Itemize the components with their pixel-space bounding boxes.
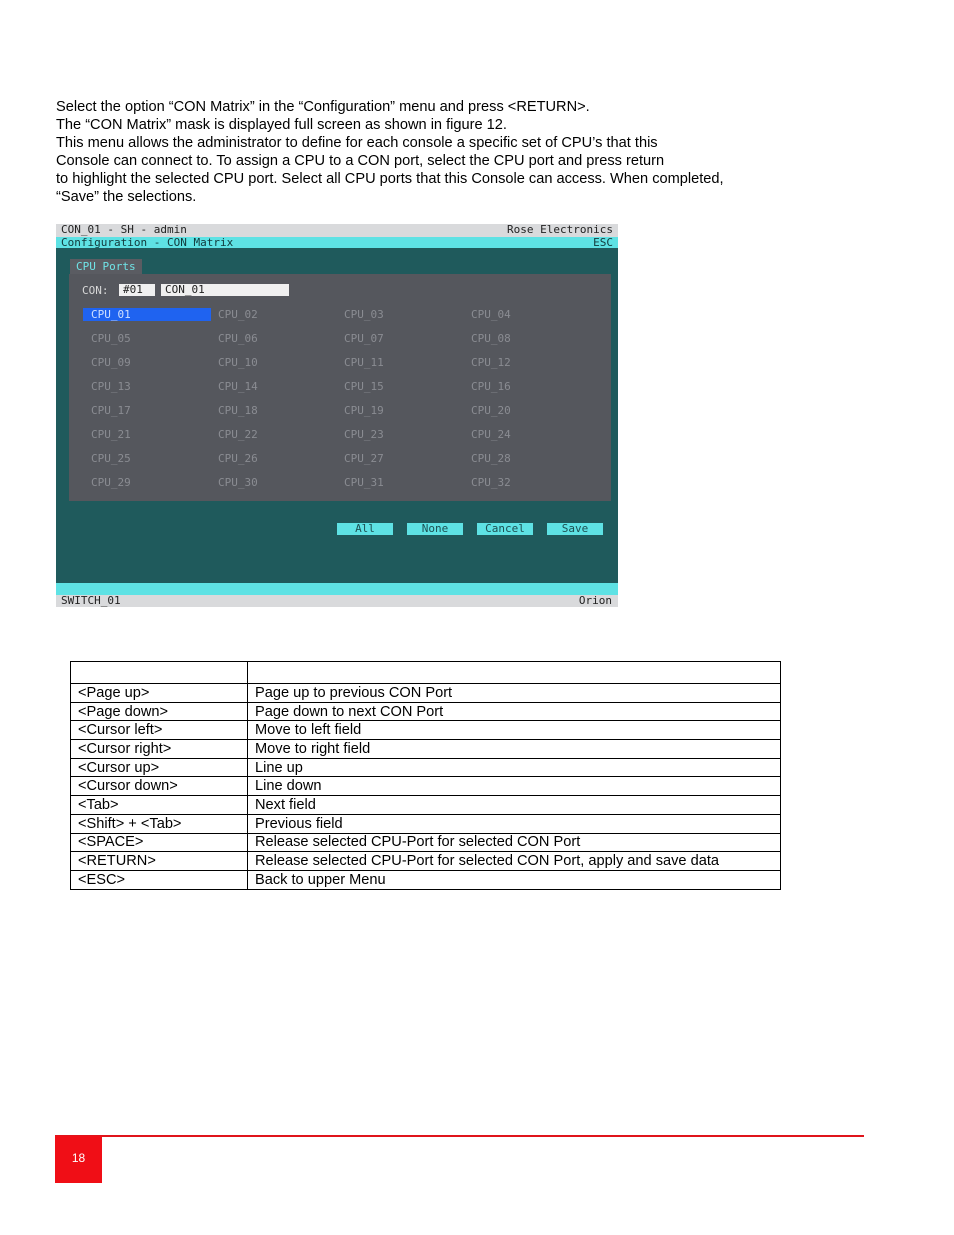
breadcrumb: Configuration - CON Matrix <box>61 236 234 249</box>
table-row <box>71 740 781 759</box>
cpu-port-item[interactable]: CPU_11 <box>344 356 384 369</box>
table-row <box>71 721 781 740</box>
footer-rule <box>55 1135 864 1137</box>
key-cell: <Cursor right> <box>71 740 248 759</box>
cpu-port-item[interactable]: CPU_10 <box>218 356 258 369</box>
table-row <box>71 796 781 815</box>
key-table <box>70 661 781 890</box>
esc-button[interactable]: ESC <box>593 236 613 249</box>
cpu-port-item[interactable]: CPU_28 <box>471 452 511 465</box>
key-cell: <Cursor up> <box>71 758 248 777</box>
brand-label: Rose Electronics <box>507 224 613 236</box>
cpu-port-item[interactable]: CPU_03 <box>344 308 384 321</box>
cpu-port-item[interactable]: CPU_15 <box>344 380 384 393</box>
key-cell: <Cursor left> <box>71 721 248 740</box>
function-cell: Move to right field <box>248 740 781 759</box>
intro-line: “Save” the selections. <box>56 189 197 205</box>
function-cell: Move to left field <box>248 721 781 740</box>
cpu-port-item[interactable]: CPU_19 <box>344 404 384 417</box>
cpu-ports-panel <box>69 274 611 501</box>
cancel-button[interactable]: Cancel <box>477 523 533 535</box>
system-name: Orion <box>578 594 612 607</box>
status-bar <box>56 595 618 607</box>
switch-name: SWITCH_01 <box>61 594 121 607</box>
function-cell: Line down <box>248 777 781 796</box>
function-cell: Release selected CPU-Port for selected CON Port, apply and save data <box>248 852 781 871</box>
cpu-port-item[interactable]: CPU_06 <box>218 332 258 345</box>
key-cell: <SPACE> <box>71 833 248 852</box>
session-label: CON_01 - SH - admin <box>61 224 187 236</box>
cpu-port-item[interactable]: CPU_23 <box>344 428 384 441</box>
function-cell: Next field <box>248 796 781 815</box>
cpu-port-item[interactable]: CPU_22 <box>218 428 258 441</box>
table-row <box>71 833 781 852</box>
con-label: CON: <box>82 284 109 297</box>
intro-line: Console can connect to. To assign a CPU to a CON port, select the CPU port and press return <box>56 153 665 169</box>
cpu-port-item[interactable]: CPU_08 <box>471 332 511 345</box>
cpu-port-item[interactable]: CPU_12 <box>471 356 511 369</box>
intro-line: to highlight the selected CPU port. Select all CPU ports that this Console can access. When completed, <box>56 171 724 187</box>
cpu-port-item[interactable]: CPU_26 <box>218 452 258 465</box>
cpu-port-item[interactable]: CPU_07 <box>344 332 384 345</box>
cpu-port-item[interactable]: CPU_13 <box>91 380 131 393</box>
function-cell: Line up <box>248 758 781 777</box>
cpu-port-item[interactable]: CPU_14 <box>218 380 258 393</box>
function-cell: Page down to next CON Port <box>248 702 781 721</box>
cpu-port-item[interactable]: CPU_24 <box>471 428 511 441</box>
table-row <box>71 684 781 703</box>
key-table-body <box>71 684 781 890</box>
cpu-port-item[interactable]: CPU_29 <box>91 476 131 489</box>
header-key <box>71 662 248 684</box>
cpu-port-item[interactable]: CPU_02 <box>218 308 258 321</box>
status-band <box>56 583 618 595</box>
cpu-port-item[interactable]: CPU_21 <box>91 428 131 441</box>
cpu-port-item[interactable]: CPU_05 <box>91 332 131 345</box>
save-button[interactable]: Save <box>547 523 603 535</box>
cpu-port-item[interactable]: CPU_17 <box>91 404 131 417</box>
cpu-port-item[interactable]: CPU_09 <box>91 356 131 369</box>
cpu-port-item[interactable]: CPU_32 <box>471 476 511 489</box>
header-function <box>248 662 781 684</box>
intro-line: Select the option “CON Matrix” in the “Configuration” menu and press <RETURN>. <box>56 99 590 115</box>
table-row <box>71 870 781 889</box>
con-matrix-screenshot <box>56 224 618 607</box>
tab-cpu-ports[interactable]: CPU Ports <box>70 259 142 274</box>
page-number: 18 <box>55 1136 102 1183</box>
table-row <box>71 702 781 721</box>
function-cell: Previous field <box>248 814 781 833</box>
key-cell: <Tab> <box>71 796 248 815</box>
cpu-port-item[interactable]: CPU_16 <box>471 380 511 393</box>
cpu-port-item[interactable]: CPU_20 <box>471 404 511 417</box>
intro-line: The “CON Matrix” mask is displayed full screen as shown in figure 12. <box>56 117 507 133</box>
function-cell: Page up to previous CON Port <box>248 684 781 703</box>
key-cell: <RETURN> <box>71 852 248 871</box>
cpu-port-item[interactable]: CPU_27 <box>344 452 384 465</box>
none-button[interactable]: None <box>407 523 463 535</box>
menu-breadcrumb-bar <box>56 237 618 248</box>
con-number-field[interactable]: #01 <box>119 284 155 296</box>
function-cell: Back to upper Menu <box>248 870 781 889</box>
intro-text <box>56 98 816 206</box>
con-name-field[interactable]: CON_01 <box>161 284 289 296</box>
key-cell: <Shift> + <Tab> <box>71 814 248 833</box>
key-cell: <Page up> <box>71 684 248 703</box>
key-cell: <ESC> <box>71 870 248 889</box>
table-row <box>71 814 781 833</box>
table-header-row <box>71 662 781 684</box>
cpu-port-item[interactable]: CPU_01 <box>83 308 211 321</box>
cpu-port-item[interactable]: CPU_31 <box>344 476 384 489</box>
table-row <box>71 852 781 871</box>
cpu-port-item[interactable]: CPU_04 <box>471 308 511 321</box>
all-button[interactable]: All <box>337 523 393 535</box>
function-cell: Release selected CPU-Port for selected CON Port <box>248 833 781 852</box>
intro-line: This menu allows the administrator to define for each console a specific set of CPU’s that this <box>56 135 658 151</box>
cpu-port-item[interactable]: CPU_30 <box>218 476 258 489</box>
table-row <box>71 777 781 796</box>
cpu-port-item[interactable]: CPU_25 <box>91 452 131 465</box>
key-cell: <Page down> <box>71 702 248 721</box>
key-cell: <Cursor down> <box>71 777 248 796</box>
cpu-port-item[interactable]: CPU_18 <box>218 404 258 417</box>
table-row <box>71 758 781 777</box>
